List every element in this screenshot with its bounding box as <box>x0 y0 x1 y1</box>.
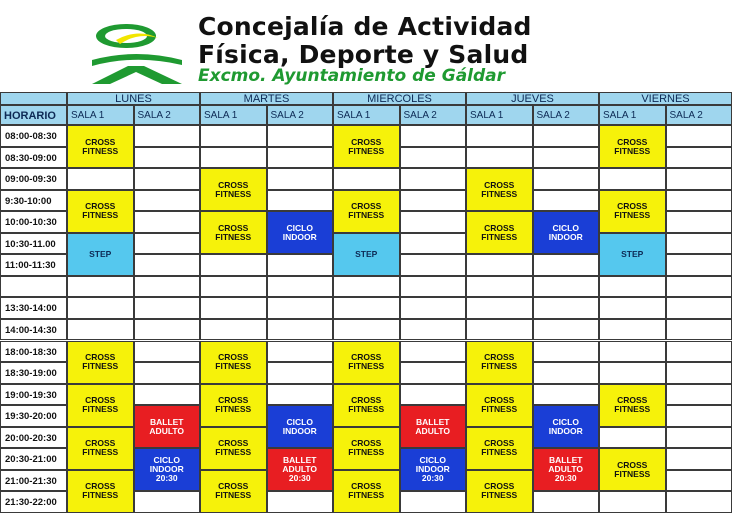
empty-slot <box>134 233 201 255</box>
empty-slot <box>267 384 334 406</box>
page-title-line-2: Física, Deporte y Salud <box>198 40 529 69</box>
activity-block: CROSS FITNESS <box>333 384 400 427</box>
activity-block: CROSS FITNESS <box>333 190 400 233</box>
empty-slot <box>599 427 666 449</box>
activity-block: STEP <box>333 233 400 276</box>
activity-block: CROSS FITNESS <box>466 211 533 254</box>
empty-slot <box>400 190 467 212</box>
activity-block: CICLO INDOOR <box>267 405 334 448</box>
empty-slot <box>67 319 134 341</box>
empty-slot <box>466 319 533 341</box>
activity-block: BALLET ADULTO <box>134 405 201 448</box>
empty-slot <box>134 168 201 190</box>
empty-slot <box>333 319 400 341</box>
activity-block: CROSS FITNESS <box>333 125 400 168</box>
empty-slot <box>666 341 733 363</box>
day-header-miercoles: MIERCOLES <box>333 92 466 105</box>
empty-slot <box>400 341 467 363</box>
empty-slot <box>400 254 467 276</box>
day-header-jueves: JUEVES <box>466 92 599 105</box>
page-subtitle: Excmo. Ayuntamiento de Gáldar <box>198 66 506 86</box>
room-header: SALA 2 <box>666 105 733 125</box>
empty-slot <box>267 168 334 190</box>
empty-slot <box>200 276 267 298</box>
empty-slot <box>134 319 201 341</box>
activity-block: CROSS FITNESS <box>333 341 400 384</box>
activity-block: CICLO INDOOR <box>267 211 334 254</box>
time-slot: 21:30-22:00 <box>0 491 67 513</box>
activity-block: STEP <box>67 233 134 276</box>
time-slot: 9:30-10:00 <box>0 190 67 212</box>
activity-block: BALLET ADULTO <box>400 405 467 448</box>
empty-slot <box>666 147 733 169</box>
empty-slot <box>267 125 334 147</box>
day-header-martes: MARTES <box>200 92 333 105</box>
empty-slot <box>599 362 666 384</box>
page-header <box>0 0 746 92</box>
activity-block: BALLET ADULTO 20:30 <box>267 448 334 491</box>
time-slot <box>0 276 67 298</box>
empty-slot <box>134 254 201 276</box>
empty-slot <box>533 190 600 212</box>
empty-slot <box>666 405 733 427</box>
activity-block: CROSS FITNESS <box>67 470 134 513</box>
empty-slot <box>200 297 267 319</box>
activity-block: CROSS FITNESS <box>466 384 533 427</box>
empty-slot <box>533 147 600 169</box>
empty-slot <box>400 319 467 341</box>
empty-slot <box>666 491 733 513</box>
empty-slot <box>400 297 467 319</box>
empty-slot <box>666 168 733 190</box>
activity-block: CROSS FITNESS <box>466 341 533 384</box>
empty-slot <box>134 211 201 233</box>
time-slot: 10:30-11.00 <box>0 233 67 255</box>
empty-slot <box>267 319 334 341</box>
empty-slot <box>400 233 467 255</box>
empty-slot <box>533 168 600 190</box>
activity-block: CICLO INDOOR <box>533 405 600 448</box>
activity-block: CICLO INDOOR 20:30 <box>400 448 467 491</box>
activity-block: BALLET ADULTO 20:30 <box>533 448 600 491</box>
activity-block: CROSS FITNESS <box>599 448 666 491</box>
activity-block: CROSS FITNESS <box>333 427 400 470</box>
empty-slot <box>533 254 600 276</box>
empty-slot <box>134 297 201 319</box>
day-header-viernes: VIERNES <box>599 92 732 105</box>
empty-slot <box>200 254 267 276</box>
empty-slot <box>466 147 533 169</box>
activity-block: CROSS FITNESS <box>200 211 267 254</box>
empty-slot <box>267 362 334 384</box>
time-slot: 11:00-11:30 <box>0 254 67 276</box>
time-slot: 08:30-09:00 <box>0 147 67 169</box>
empty-slot <box>666 362 733 384</box>
activity-block: CROSS FITNESS <box>200 470 267 513</box>
empty-slot <box>599 491 666 513</box>
empty-slot <box>134 384 201 406</box>
empty-slot <box>533 341 600 363</box>
empty-slot <box>599 168 666 190</box>
empty-slot <box>466 254 533 276</box>
empty-slot <box>666 448 733 470</box>
empty-slot <box>333 297 400 319</box>
activity-block: CROSS FITNESS <box>599 125 666 168</box>
activity-block: STEP <box>599 233 666 276</box>
page-title-line-1: Concejalía de Actividad <box>198 12 532 41</box>
activity-block: CROSS FITNESS <box>599 384 666 427</box>
time-slot: 13:30-14:00 <box>0 297 67 319</box>
empty-slot <box>134 147 201 169</box>
activity-block: CROSS FITNESS <box>333 470 400 513</box>
empty-slot <box>267 491 334 513</box>
empty-slot <box>400 491 467 513</box>
empty-slot <box>666 427 733 449</box>
empty-slot <box>134 190 201 212</box>
activity-block: CROSS FITNESS <box>466 168 533 211</box>
empty-slot <box>666 254 733 276</box>
activity-block: CROSS FITNESS <box>200 341 267 384</box>
time-slot: 19:30-20:00 <box>0 405 67 427</box>
time-slot: 21:00-21:30 <box>0 470 67 492</box>
empty-slot <box>666 470 733 492</box>
empty-slot <box>599 319 666 341</box>
empty-slot <box>666 190 733 212</box>
time-slot: 20:00-20:30 <box>0 427 67 449</box>
day-header-lunes: LUNES <box>67 92 200 105</box>
empty-slot <box>533 276 600 298</box>
empty-slot <box>533 491 600 513</box>
time-slot: 18:00-18:30 <box>0 341 67 363</box>
municipal-sports-logo <box>86 18 186 88</box>
empty-slot <box>466 297 533 319</box>
empty-slot <box>400 147 467 169</box>
time-slot: 09:00-09:30 <box>0 168 67 190</box>
room-header: SALA 1 <box>466 105 533 125</box>
empty-slot <box>134 362 201 384</box>
empty-slot <box>666 125 733 147</box>
empty-slot <box>267 254 334 276</box>
empty-slot <box>533 125 600 147</box>
empty-slot <box>599 276 666 298</box>
empty-slot <box>666 211 733 233</box>
empty-slot <box>599 297 666 319</box>
time-slot: 08:00-08:30 <box>0 125 67 147</box>
activity-block: CROSS FITNESS <box>466 427 533 470</box>
empty-slot <box>400 211 467 233</box>
room-header: SALA 1 <box>200 105 267 125</box>
empty-slot <box>67 168 134 190</box>
empty-slot <box>134 491 201 513</box>
room-header: SALA 1 <box>333 105 400 125</box>
activity-block: CROSS FITNESS <box>67 125 134 168</box>
empty-slot <box>533 319 600 341</box>
activity-block: CICLO INDOOR 20:30 <box>134 448 201 491</box>
empty-slot <box>200 147 267 169</box>
room-header: SALA 2 <box>400 105 467 125</box>
empty-slot <box>533 384 600 406</box>
empty-slot <box>134 276 201 298</box>
time-slot: 20:30-21:00 <box>0 448 67 470</box>
activity-block: CROSS FITNESS <box>200 168 267 211</box>
empty-slot <box>267 190 334 212</box>
empty-slot <box>333 276 400 298</box>
empty-slot <box>200 319 267 341</box>
empty-slot <box>466 125 533 147</box>
empty-slot <box>400 276 467 298</box>
empty-slot <box>267 297 334 319</box>
empty-slot <box>533 297 600 319</box>
time-slot: 19:00-19:30 <box>0 384 67 406</box>
empty-slot <box>267 341 334 363</box>
time-slot: 10:00-10:30 <box>0 211 67 233</box>
room-header: SALA 2 <box>134 105 201 125</box>
empty-slot <box>400 384 467 406</box>
activity-block: CICLO INDOOR <box>533 211 600 254</box>
empty-slot <box>400 362 467 384</box>
activity-block: CROSS FITNESS <box>599 190 666 233</box>
corner-blank <box>0 92 67 105</box>
time-slot: 18:30-19:00 <box>0 362 67 384</box>
empty-slot <box>134 341 201 363</box>
activity-block: CROSS FITNESS <box>466 470 533 513</box>
empty-slot <box>666 384 733 406</box>
room-header: SALA 2 <box>267 105 334 125</box>
empty-slot <box>267 276 334 298</box>
empty-slot <box>666 233 733 255</box>
time-slot: 14:00-14:30 <box>0 319 67 341</box>
empty-slot <box>466 276 533 298</box>
empty-slot <box>666 319 733 341</box>
activity-block: CROSS FITNESS <box>200 384 267 427</box>
empty-slot <box>666 297 733 319</box>
empty-slot <box>400 168 467 190</box>
room-header: SALA 2 <box>533 105 600 125</box>
activity-block: CROSS FITNESS <box>67 427 134 470</box>
empty-slot <box>599 341 666 363</box>
empty-slot <box>400 125 467 147</box>
schedule-grid <box>0 92 746 523</box>
empty-slot <box>67 297 134 319</box>
empty-slot <box>200 125 267 147</box>
empty-slot <box>666 276 733 298</box>
activity-block: CROSS FITNESS <box>200 427 267 470</box>
room-header: SALA 1 <box>599 105 666 125</box>
activity-block: CROSS FITNESS <box>67 341 134 384</box>
empty-slot <box>67 276 134 298</box>
empty-slot <box>533 362 600 384</box>
activity-block: CROSS FITNESS <box>67 190 134 233</box>
empty-slot <box>267 147 334 169</box>
empty-slot <box>333 168 400 190</box>
horario-header: HORARIO <box>0 105 67 125</box>
room-header: SALA 1 <box>67 105 134 125</box>
activity-block: CROSS FITNESS <box>67 384 134 427</box>
empty-slot <box>134 125 201 147</box>
